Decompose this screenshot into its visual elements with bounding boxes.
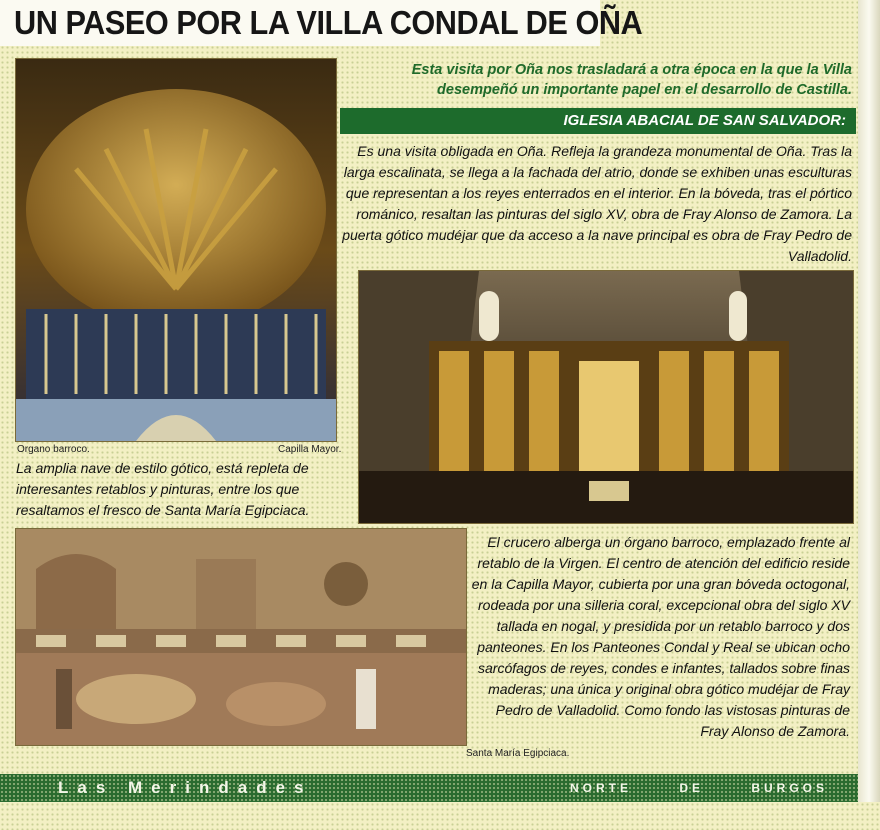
title-bar [0,0,643,46]
page-title: UN PASEO POR LA VILLA CONDAL DE OÑA [14,4,643,41]
fresco-caption: Santa María Egipciaca. [466,748,570,759]
organ-photo [15,58,337,442]
organ-caption: Organo barroco. [17,444,90,455]
bottom-strip [0,802,880,830]
footer-bar [0,774,858,802]
body-paragraph-2: El crucero alberga un órgano barroco, emplazado frente al retablo de la Virgen. El centro de atención del edificio reside en la Capilla Mayor, cubierta por una gran bóveda octogonal, rodeada por una silleria coral, excepcional obra del siglo XV tallada en nogal, y presidida por un retablo barroco y dos panteones. En los Panteones Condal y Real se ubican ocho sarcófagos de reyes, condes e infantes, tallados sobre finas maderas; una única y original obra gótico mudéjar de Fray Pedro de Valladolid. Como fondo las vistosas pinturas de Fray Alonso de Zamora. [471,534,850,739]
intro-text: Esta visita por Oña nos trasladará a otra época en la que la Villa desempeñó un importante papel en el desarrollo de Castilla. [411,62,852,98]
footer-right-text: NORTE DE BURGOS [569,781,828,795]
nave-paragraph: La amplia nave de estilo gótico, está repleta de interesantes retablos y pinturas, entre los que resaltamos el fresco de Santa María Egipciaca. [16,460,310,518]
chapel-caption: Capilla Mayor. [278,444,342,455]
chapel-photo [358,270,854,524]
body-paragraph-1: Es una visita obligada en Oña. Refleja la grandeza monumental de Oña. Tras la larga escalinata, se llega a la fachada del atrio, donde se exhiben unas esculturas que representan a los reyes enterrados en el interior. En la bóveda, tras el pórtico románico, resaltan las pinturas del siglo XV, obra de Fray Alonso de Zamora. La puerta gótico mudéjar que da acceso a la nave principal es obra de Fray Pedro de Valladolid. [342,143,852,264]
footer-left-text: Las Merindades [58,778,313,797]
page-spine [858,0,880,830]
section-heading: IGLESIA ABACIAL DE SAN SALVADOR: [340,108,856,134]
fresco-photo [15,528,467,746]
